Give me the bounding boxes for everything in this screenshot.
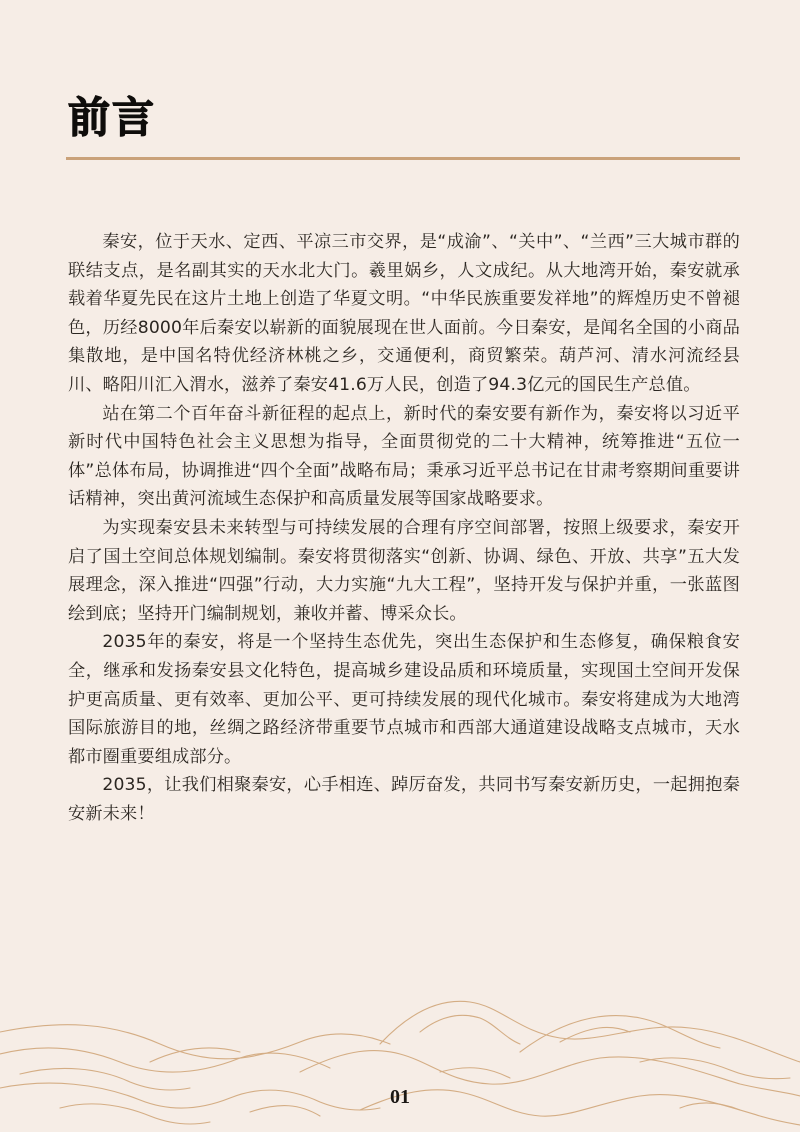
page-title: 前言 [68, 93, 157, 142]
paragraph-3: 为实现秦安县未来转型与可持续发展的合理有序空间部署，按照上级要求，秦安开启了国土空间总体规划编制。秦安将贯彻落实“创新、协调、绿色、开放、共享”五大发展理念，深入推进“四强”行动，大力实施“九大工程”，坚持开发与保护并重，一张蓝图绘到底；坚持开门编制规划，兼收并蓄、博采众长。 [68, 517, 740, 624]
paragraph-2: 站在第二个百年奋斗新征程的起点上，新时代的秦安要有新作为，秦安将以习近平新时代中国特色社会主义思想为指导，全面贯彻党的二十大精神，统筹推进“五位一体”总体布局，协调推进“四个全面”战略布局；秉承习近平总书记在甘肃考察期间重要讲话精神，突出黄河流域生态保护和高质量发展等国家战略要求。 [68, 403, 740, 510]
page-number: 01 [390, 1086, 410, 1108]
paragraph-4: 2035年的秦安，将是一个坚持生态优先，突出生态保护和生态修复，确保粮食安全，继承和发扬秦安县文化特色，提高城乡建设品质和环境质量，实现国土空间开发保护更高质量、更有效率、更加公平、更可持续发展的现代化城市。秦安将建成为大地湾国际旅游目的地，丝绸之路经济带重要节点城市和西部大通道建设战略支点城市，天水都市圈重要组成部分。 [68, 632, 740, 767]
mountain-line-art [0, 992, 800, 1132]
preface-body [68, 228, 740, 828]
paragraph-1: 秦安，位于天水、定西、平凉三市交界，是“成渝”、“关中”、“兰西”三大城市群的联结支点，是名副其实的天水北大门。羲里娲乡，人文成纪。从大地湾开始，秦安就承载着华夏先民在这片土地上创造了华夏文明。“中华民族重要发祥地”的辉煌历史不曾褪色，历经8000年后秦安以崭新的面貌展现在世人面前。今日秦安，是闻名全国的小商品集散地，是中国名特优经济林桃之乡，交通便利，商贸繁荣。葫芦河、清水河流经县川、略阳川汇入渭水，滋养了秦安41.6万人民，创造了94.3亿元的国民生产总值。 [68, 232, 740, 395]
title-divider [66, 157, 740, 160]
paragraph-5: 2035，让我们相聚秦安，心手相连、踔厉奋发，共同书写秦安新历史，一起拥抱秦安新未来！ [68, 775, 740, 824]
